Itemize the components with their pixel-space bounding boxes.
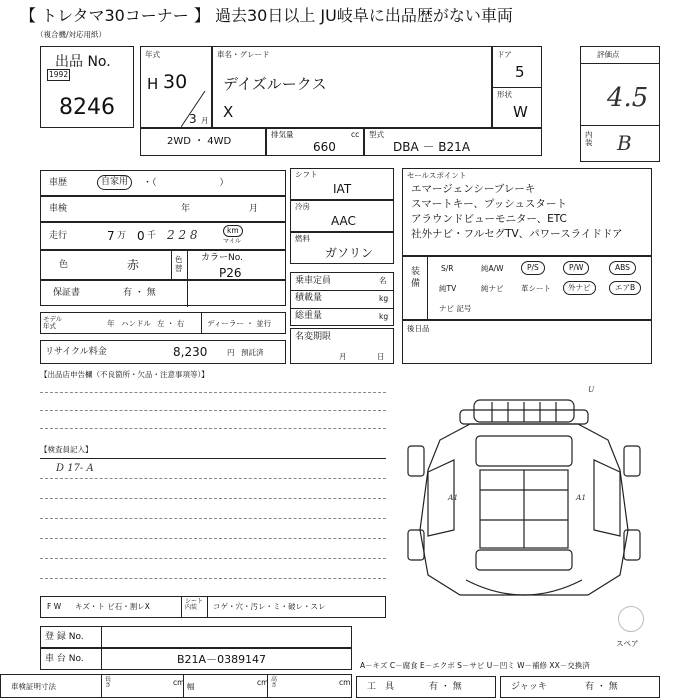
equip-ext-navi: 外ナビ — [563, 281, 596, 295]
recycle-unit: 円 — [227, 348, 235, 357]
mileage-row — [40, 222, 286, 250]
mileage-man: 7 — [107, 229, 115, 243]
cert-label: 車検証明寸法 — [11, 682, 56, 691]
interior-label: 内装 — [585, 130, 593, 147]
model-label: 車名・グレード — [217, 50, 270, 59]
sales-points-box — [402, 168, 652, 256]
diagram-mark-a1-right: A1 — [576, 493, 587, 502]
equip-sr: S/R — [441, 264, 454, 273]
damage-legend: A－キズ C－腐食 E－エクボ S－サビ U－凹ミ W－補修 XX－交換済 — [360, 661, 590, 670]
sales-point-line: エマージェンシーブレーキ — [411, 183, 536, 195]
equipment-label: 装備 — [411, 267, 421, 289]
ac-value: AAC — [331, 214, 356, 228]
recycle-note: 預託済 — [241, 348, 264, 357]
year-value: 30 — [163, 71, 188, 93]
name-change-label: 名変期限 — [295, 332, 332, 342]
history-rest: ・（ ） — [143, 178, 229, 188]
inspection-month: 月 — [249, 204, 259, 214]
warranty-row — [40, 266, 286, 306]
lot-box — [40, 46, 134, 128]
top-note: （複合機/対応用紙） — [36, 30, 107, 39]
year-era: H — [147, 75, 159, 93]
history-row — [40, 170, 286, 196]
color-code-label: カラーNo. — [201, 253, 243, 263]
sales-points-label: セールスポイント — [407, 171, 467, 180]
equip-navi-code: ナビ 記号 — [439, 304, 472, 313]
name-change-month: 月 — [339, 352, 347, 361]
weight-label: 総重量 — [295, 311, 323, 321]
chassis-row — [40, 648, 352, 670]
model-name: デイズルークス — [223, 75, 327, 93]
fw-items: キズ・ト ビ石・割レX — [75, 602, 150, 611]
inspection-label: 車検 — [49, 204, 68, 214]
fuel-box — [290, 232, 394, 264]
tools-label: 工 具 — [367, 682, 395, 692]
sales-point-line: スマートキー、プッシュスタート — [411, 198, 567, 210]
fuel-value: ガソリン — [325, 246, 374, 260]
fw-label: F W — [47, 602, 62, 611]
model-grade: X — [223, 103, 234, 121]
sales-point-line: アラウンドビューモニター、ETC — [411, 213, 567, 225]
warranty-label: 保証書 — [53, 288, 81, 298]
rear-note-box — [402, 320, 652, 364]
weight-unit: kg — [379, 312, 389, 321]
shape-value: W — [513, 103, 528, 121]
cert-cm-1: cm — [173, 678, 185, 687]
shift-label: シフト — [295, 170, 318, 179]
jack-value: 有 ・ 無 — [585, 682, 618, 692]
doors-box — [492, 46, 542, 128]
chassis-label: 車 台 No. — [45, 654, 84, 664]
recycle-value: 8,230 — [173, 345, 208, 359]
type-label: 型式 — [369, 130, 384, 139]
banner-text: 【 トレタマ30コーナー 】 過去30日以上 JU岐阜に出品歴がない車両 — [20, 6, 513, 25]
inspector-label: 【検査員記入】 — [40, 445, 93, 454]
seat-items: コゲ・穴・汚レ・ミ・破レ・スレ — [213, 602, 326, 611]
inspector-note: D 17- A — [56, 463, 94, 474]
color-value: 赤 — [127, 258, 140, 272]
spare-tire-icon — [618, 606, 644, 632]
dealer-options: ディーラー ・ 並行 — [207, 319, 272, 328]
shape-label: 形状 — [497, 90, 512, 99]
sales-point-line: 社外ナビ・フルセグTV、パワースライドドア — [411, 228, 623, 240]
doors-value: 5 — [515, 63, 525, 81]
shift-box — [290, 168, 394, 200]
year-label: 年式 — [145, 50, 160, 59]
name-change-box — [290, 328, 394, 364]
model-year-row — [40, 312, 286, 334]
capacity-box — [290, 272, 394, 326]
color-change-label: 色替 — [175, 255, 183, 273]
handle-options: 左 ・ 右 — [157, 319, 185, 328]
jack-box — [500, 676, 660, 698]
diagram-mark-u: U — [588, 385, 595, 394]
equip-tv: 純TV — [439, 284, 457, 293]
score-box — [580, 46, 660, 162]
equip-airbag: エアB — [609, 281, 641, 295]
cert-cm-2: cm — [257, 678, 269, 687]
cert-cm-3: cm — [339, 678, 351, 687]
shift-value: IAT — [333, 182, 352, 196]
jack-label: ジャッキ — [511, 682, 547, 692]
equipment-box — [402, 256, 652, 320]
model-box — [212, 46, 492, 128]
warranty-value: 有 ・ 無 — [123, 288, 156, 298]
equip-aw: 純A/W — [481, 264, 504, 273]
drive-box — [140, 128, 266, 156]
drive-options: 2WD ・ 4WD — [167, 136, 232, 147]
recycle-row — [40, 340, 286, 364]
lot-number: 8246 — [59, 95, 115, 120]
mileage-man-unit: 万 — [117, 231, 127, 241]
score-label: 評価点 — [597, 50, 620, 59]
interior-value: B — [617, 131, 632, 155]
cert-width: 幅 — [187, 682, 195, 691]
load-unit: kg — [379, 294, 389, 303]
name-change-day: 日 — [377, 352, 385, 361]
mileage-rest: 2 2 8 — [167, 228, 198, 242]
mileage-sen-unit: 千 — [147, 231, 157, 241]
tools-value: 有 ・ 無 — [429, 682, 462, 692]
year-month-unit: 月 — [201, 116, 209, 125]
seat-label: シート内装 — [185, 598, 204, 611]
car-damage-diagram — [400, 380, 660, 610]
displacement-value: 660 — [313, 140, 336, 154]
doors-label: ドア — [497, 50, 512, 59]
lot-year-tag: 1992 — [49, 70, 69, 79]
color-row — [40, 250, 286, 280]
tools-box — [356, 676, 496, 698]
equip-abs: ABS — [609, 261, 636, 275]
type-box — [364, 128, 542, 156]
displacement-unit: cc — [351, 130, 360, 139]
equip-ps: P/S — [521, 261, 545, 275]
mileage-km: km — [223, 225, 243, 237]
chassis-value: B21A－0389147 — [177, 653, 267, 666]
lot-label: 出品 No. — [55, 54, 111, 70]
displacement-label: 排気量 — [271, 130, 294, 139]
inspection-row — [40, 196, 286, 222]
header-banner — [0, 0, 700, 31]
load-label: 積載量 — [295, 293, 323, 303]
cert-row — [0, 674, 352, 698]
history-label: 車歴 — [49, 178, 68, 188]
displacement-box — [266, 128, 364, 156]
spare-label: スペア — [616, 639, 639, 648]
mileage-mile: マイル — [223, 238, 241, 245]
mileage-sen: 0 — [137, 229, 145, 243]
recycle-label: リサイクル料金 — [45, 347, 107, 357]
handle-label: ハンドル — [121, 319, 151, 328]
model-year-unit: 年 — [107, 319, 115, 328]
report-label: 【出品店申告欄（不良箇所・欠品・注意事項等）】 — [40, 370, 209, 379]
rear-note-label: 後日品 — [407, 324, 430, 333]
capacity-unit: 名 — [379, 276, 387, 285]
fuel-label: 燃料 — [295, 234, 310, 243]
color-code: P26 — [219, 266, 242, 280]
color-label: 色 — [59, 260, 69, 270]
year-month: 3 — [189, 112, 197, 126]
capacity-label: 乗車定員 — [295, 276, 332, 286]
diagram-mark-a1-left: A1 — [448, 493, 459, 502]
history-value: 自家用 — [97, 175, 132, 190]
equip-leather: 革シート — [521, 284, 551, 293]
type-value: DBA － B21A — [393, 140, 471, 154]
equip-navi: 純ナビ — [481, 284, 504, 293]
inspection-year: 年 — [181, 204, 191, 214]
year-box — [140, 46, 212, 128]
cert-length: 長さ — [105, 676, 112, 689]
registration-label: 登 録 No. — [45, 632, 84, 642]
registration-row — [40, 626, 352, 648]
model-year-label: モデル年式 — [43, 315, 63, 330]
ac-box — [290, 200, 394, 232]
ac-label: 冷房 — [295, 202, 310, 211]
mileage-label: 走行 — [49, 231, 68, 241]
cert-height: 高さ — [271, 676, 278, 689]
score-value: 4.5 — [607, 83, 649, 113]
fw-row — [40, 596, 386, 618]
equip-pw: P/W — [563, 261, 589, 275]
